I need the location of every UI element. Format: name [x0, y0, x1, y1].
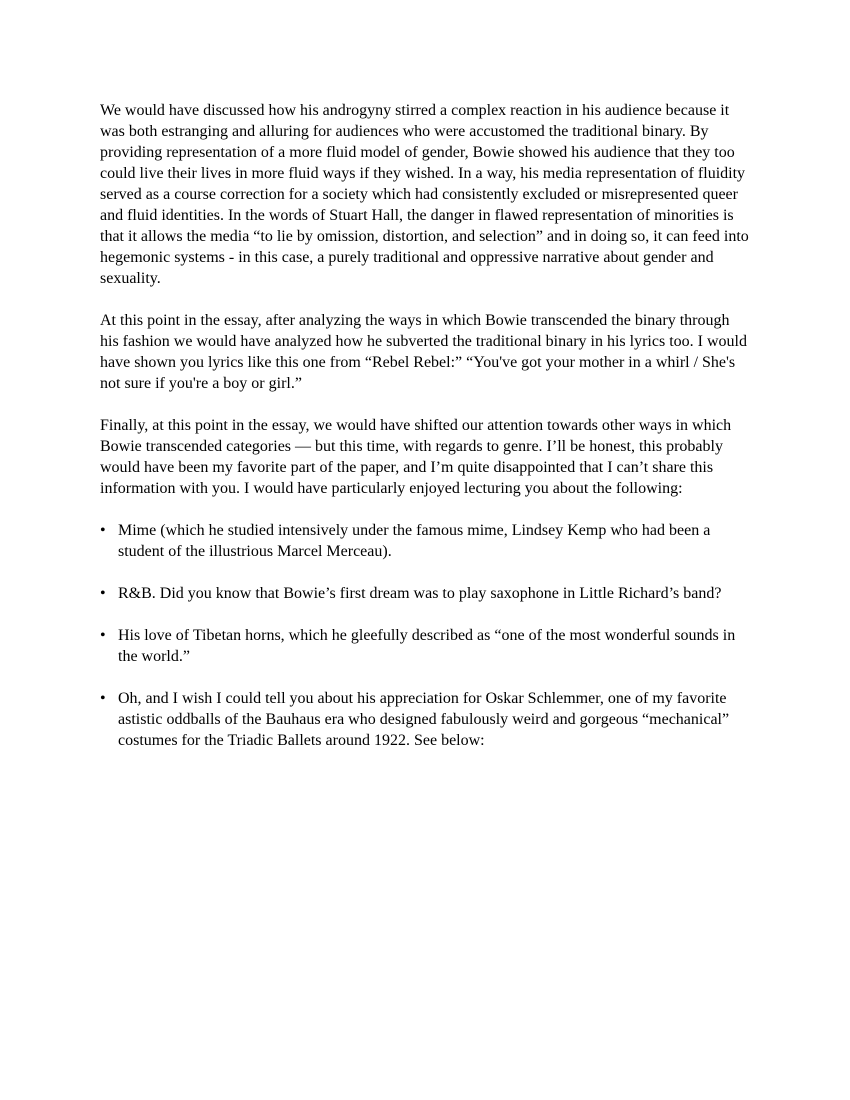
bullet-text-schlemmer: Oh, and I wish I could tell you about his appreciation for Oskar Schlemmer, one of my favorite astistic oddballs of the Bauhaus era who designed fabulously weird and gorgeous “mechanical” costumes for the Triadic Ballets around 1922. See below:	[118, 690, 730, 749]
bullet-icon: •	[100, 522, 106, 539]
bullet-list	[100, 520, 752, 751]
paragraph-androgyny: We would have discussed how his androgyny stirred a complex reaction in his audience because it was both estranging and alluring for audiences who were accustomed the traditional binary. By providing representation of a more fluid model of gender, Bowie showed his audience that they too could live their lives in more fluid ways if they wished. In a way, his media representation of fluidity served as a course correction for a society which had consistently excluded or misrepresented queer and fluid identities. In the words of Stuart Hall, the danger in flawed representation of minorities is that it allows the media “to lie by omission, distortion, and selection” and in doing so, it can feed into hegemonic systems - in this case, a purely traditional and oppressive narrative about gender and sexuality.	[100, 102, 749, 287]
document-page	[100, 100, 752, 772]
bullet-text-mime: Mime (which he studied intensively under the famous mime, Lindsey Kemp who had been a student of the illustrious Marcel Merceau).	[118, 522, 711, 560]
bullet-text-rnb: R&B. Did you know that Bowie’s first dream was to play saxophone in Little Richard’s band?	[118, 585, 722, 602]
list-item	[100, 625, 752, 667]
list-item	[100, 688, 752, 751]
bullet-icon: •	[100, 627, 106, 644]
paragraph-genre: Finally, at this point in the essay, we would have shifted our attention towards other ways in which Bowie transcended categories — but this time, with regards to genre. I’ll be honest, this probably would have been my favorite part of the paper, and I’m quite disappointed that I can’t share this information with you. I would have particularly enjoyed lecturing you about the following:	[100, 417, 732, 497]
paragraph-lyrics: At this point in the essay, after analyzing the ways in which Bowie transcended the binary through his fashion we would have analyzed how he subverted the traditional binary in his lyrics too. I would have shown you lyrics like this one from “Rebel Rebel:” “You've got your mother in a whirl / She's not sure if you're a boy or girl.”	[100, 312, 747, 392]
list-item	[100, 583, 752, 604]
bullet-icon: •	[100, 690, 106, 707]
bullet-icon: •	[100, 585, 106, 602]
list-item	[100, 520, 752, 562]
bullet-text-tibetan-horns: His love of Tibetan horns, which he gleefully described as “one of the most wonderful sounds in the world.”	[118, 627, 736, 665]
